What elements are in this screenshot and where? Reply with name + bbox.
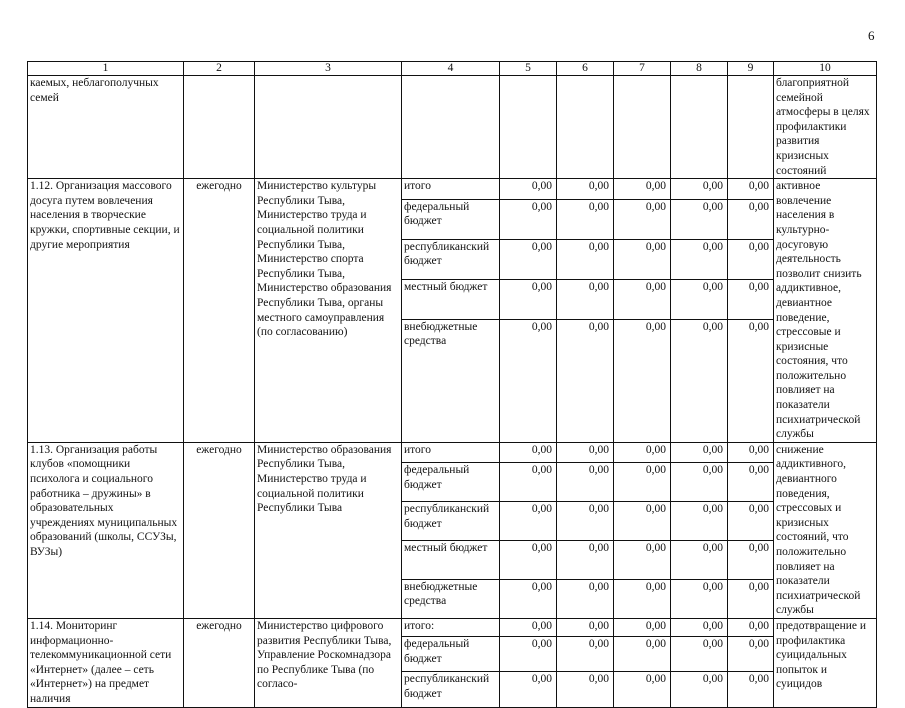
plan-table: [27, 61, 877, 708]
col-header: 1: [28, 62, 184, 76]
activity-period: ежегодно: [184, 442, 255, 618]
funding-value: 0,00: [614, 239, 671, 279]
funding-value: 0,00: [671, 463, 728, 502]
funding-source: федеральный бюджет: [402, 199, 500, 239]
funding-value: 0,00: [614, 279, 671, 319]
funding-value: 0,00: [728, 199, 774, 239]
continuation-result: благоприятной семейной атмосферы в целях профилактики развития кризисных состояний: [774, 76, 877, 179]
funding-value: 0,00: [728, 541, 774, 580]
funding-value: 0,00: [671, 637, 728, 672]
funding-value: 0,00: [500, 199, 557, 239]
funding-value: 0,00: [728, 319, 774, 442]
activity-result: снижение аддиктивного, девиантного поведения, стрессовых и кризисных состояний, что положительно повлияет на показатели психиатрической службы: [774, 442, 877, 618]
funding-value: 0,00: [614, 541, 671, 580]
funding-value: 0,00: [671, 239, 728, 279]
activity-name: 1.14. Мониторинг информационно-телекоммуникационной сети «Интернет» (далее – сеть «Интернет») на предмет наличия: [28, 618, 184, 707]
funding-value: 0,00: [500, 541, 557, 580]
funding-value: 0,00: [728, 637, 774, 672]
funding-value: 0,00: [728, 179, 774, 200]
activity-name: 1.13. Организация работы клубов «помощники психолога и социального работника – дружины» в образовательных учреждениях муниципальных образований (школы, ССУЗы, ВУЗы): [28, 442, 184, 618]
funding-value: 0,00: [614, 179, 671, 200]
col-header: 6: [557, 62, 614, 76]
page-number: 6: [868, 28, 875, 43]
funding-source: итого: [402, 442, 500, 462]
funding-value: 0,00: [671, 502, 728, 541]
funding-value: 0,00: [614, 442, 671, 462]
funding-value: 0,00: [671, 319, 728, 442]
funding-value: 0,00: [557, 442, 614, 462]
funding-value: 0,00: [557, 179, 614, 200]
funding-source: местный бюджет: [402, 279, 500, 319]
funding-value: 0,00: [671, 618, 728, 636]
funding-value: 0,00: [500, 618, 557, 636]
funding-value: 0,00: [557, 239, 614, 279]
funding-value: 0,00: [614, 463, 671, 502]
funding-source: местный бюджет: [402, 541, 500, 580]
funding-value: 0,00: [671, 672, 728, 707]
funding-value: 0,00: [557, 199, 614, 239]
table-row: [28, 179, 877, 200]
funding-value: 0,00: [500, 502, 557, 541]
continuation-row: [28, 76, 877, 179]
funding-source: федеральный бюджет: [402, 463, 500, 502]
col-header: 7: [614, 62, 671, 76]
funding-source: внебюджетные средства: [402, 579, 500, 618]
funding-value: 0,00: [671, 179, 728, 200]
header-row: [28, 62, 877, 76]
funding-value: 0,00: [728, 442, 774, 462]
funding-value: 0,00: [728, 279, 774, 319]
funding-source: итого:: [402, 618, 500, 636]
funding-value: 0,00: [557, 319, 614, 442]
funding-value: 0,00: [728, 579, 774, 618]
table-row: [28, 442, 877, 462]
activity-executors: Министерство культуры Республики Тыва, Министерство труда и социальной политики Республики Тыва, Министерство спорта Республики Тыва, Министерство образования Республики Тыва, органы местного самоуправления (по согласованию): [255, 179, 402, 443]
table-row: [28, 618, 877, 636]
funding-value: 0,00: [671, 279, 728, 319]
funding-value: 0,00: [671, 199, 728, 239]
funding-value: 0,00: [557, 502, 614, 541]
activity-result: предотвращение и профилактика суицидальных попыток и суицидов: [774, 618, 877, 707]
activity-executors: Министерство образования Республики Тыва, Министерство труда и социальной политики Республики Тыва: [255, 442, 402, 618]
activity-period: ежегодно: [184, 179, 255, 443]
funding-value: 0,00: [557, 279, 614, 319]
col-header: 8: [671, 62, 728, 76]
funding-value: 0,00: [500, 579, 557, 618]
funding-value: 0,00: [500, 463, 557, 502]
funding-value: 0,00: [614, 319, 671, 442]
funding-value: 0,00: [557, 618, 614, 636]
funding-value: 0,00: [728, 502, 774, 541]
funding-value: 0,00: [557, 541, 614, 580]
funding-value: 0,00: [671, 579, 728, 618]
funding-source: федеральный бюджет: [402, 637, 500, 672]
funding-source: республиканский бюджет: [402, 239, 500, 279]
funding-value: 0,00: [500, 179, 557, 200]
col-header: 10: [774, 62, 877, 76]
funding-value: 0,00: [557, 637, 614, 672]
funding-value: 0,00: [500, 672, 557, 707]
activity-result: активное вовлечение населения в культурно-досуговую деятельность позволит снизить аддиктивное, девиантное поведение, стрессовые и кризисные состояния, что положительно повлияет на показатели психиатрической службы: [774, 179, 877, 443]
funding-value: 0,00: [728, 672, 774, 707]
funding-value: 0,00: [671, 541, 728, 580]
col-header: 2: [184, 62, 255, 76]
funding-value: 0,00: [728, 618, 774, 636]
funding-source: республиканский бюджет: [402, 672, 500, 707]
continuation-name: каемых, неблагополучных семей: [28, 76, 184, 179]
funding-value: 0,00: [728, 463, 774, 502]
funding-value: 0,00: [614, 502, 671, 541]
funding-value: 0,00: [500, 442, 557, 462]
funding-value: 0,00: [557, 579, 614, 618]
funding-source: внебюджетные средства: [402, 319, 500, 442]
col-header: 9: [728, 62, 774, 76]
col-header: 3: [255, 62, 402, 76]
activity-period: ежегодно: [184, 618, 255, 707]
funding-value: 0,00: [614, 579, 671, 618]
funding-value: 0,00: [500, 279, 557, 319]
col-header: 5: [500, 62, 557, 76]
activity-executors: Министерство цифрового развития Республики Тыва, Управление Роскомнадзора по Республике Тыва (по согласо-: [255, 618, 402, 707]
funding-value: 0,00: [500, 319, 557, 442]
activity-name: 1.12. Организация массового досуга путем вовлечения населения в творческие кружки, спортивные секции, и другие мероприятия: [28, 179, 184, 443]
col-header: 4: [402, 62, 500, 76]
funding-value: 0,00: [614, 618, 671, 636]
funding-value: 0,00: [614, 672, 671, 707]
funding-value: 0,00: [557, 672, 614, 707]
funding-value: 0,00: [500, 239, 557, 279]
funding-value: 0,00: [671, 442, 728, 462]
funding-source: республиканский бюджет: [402, 502, 500, 541]
funding-value: 0,00: [557, 463, 614, 502]
funding-source: итого: [402, 179, 500, 200]
funding-value: 0,00: [500, 637, 557, 672]
funding-value: 0,00: [728, 239, 774, 279]
funding-value: 0,00: [614, 199, 671, 239]
funding-value: 0,00: [614, 637, 671, 672]
